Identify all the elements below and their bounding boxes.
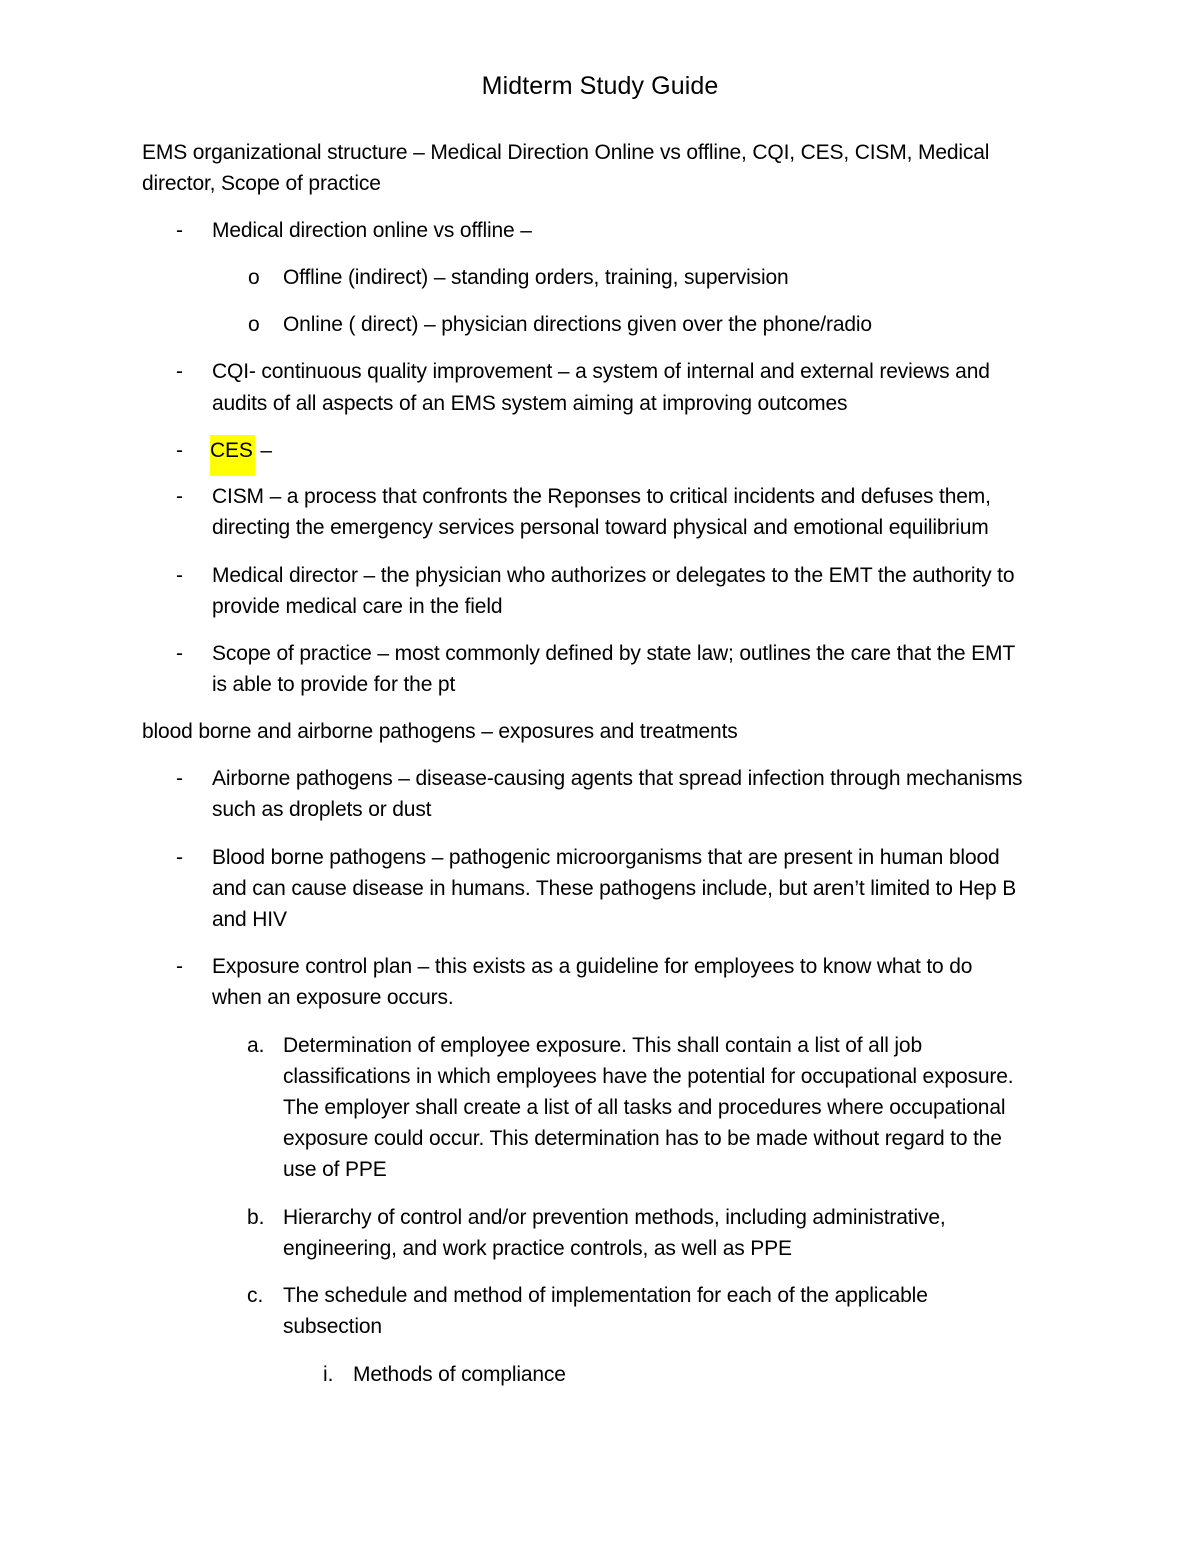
bullet-dash: - [176, 564, 183, 587]
list-item-bloodborne: Blood borne pathogens – pathogenic microorganisms that are present in human blood [212, 846, 1000, 869]
list-item-airborne: Airborne pathogens – disease-causing agents that spread infection through mechanisms [212, 767, 1023, 790]
list-item-hierarchy-cont: engineering, and work practice controls, as well as PPE [283, 1237, 792, 1260]
list-marker-b: b. [247, 1206, 265, 1229]
list-item-cqi-cont: audits of all aspects of an EMS system aiming at improving outcomes [212, 392, 848, 415]
list-item-ces-dash: – [254, 439, 272, 462]
list-item-schedule: The schedule and method of implementation for each of the applicable [283, 1284, 928, 1307]
list-item-determination-cont3: exposure could occur. This determination has to be made without regard to the [283, 1127, 1002, 1150]
list-item-bloodborne-cont: and can cause disease in humans. These pathogens include, but aren’t limited to Hep B [212, 877, 1017, 900]
bullet-dash: - [176, 219, 183, 242]
section-heading-ems-cont: director, Scope of practice [142, 172, 381, 195]
bullet-dash: - [176, 767, 183, 790]
list-item-ces [210, 435, 272, 466]
list-item-airborne-cont: such as droplets or dust [212, 798, 432, 821]
list-item-exposure-plan: Exposure control plan – this exists as a guideline for employees to know what to do [212, 955, 973, 978]
list-item-determination-cont4: use of PPE [283, 1158, 387, 1181]
list-item-determination-cont1: classifications in which employees have the potential for occupational exposure. [283, 1065, 1014, 1088]
bullet-dash: - [176, 642, 183, 665]
list-item-cism: CISM – a process that confronts the Reponses to critical incidents and defuses them, [212, 485, 991, 508]
list-item-medical-direction: Medical direction online vs offline – [212, 219, 532, 242]
section-heading-ems: EMS organizational structure – Medical Direction Online vs offline, CQI, CES, CISM, Medical [142, 141, 990, 164]
list-item-cism-cont: directing the emergency services personal toward physical and emotional equilibrium [212, 516, 989, 539]
bullet-dash: - [176, 439, 183, 462]
bullet-dash: - [176, 955, 183, 978]
list-marker-a: a. [247, 1034, 265, 1057]
bullet-circle: o [248, 266, 260, 289]
bullet-dash: - [176, 485, 183, 508]
bullet-circle: o [248, 313, 260, 336]
list-item-cqi: CQI- continuous quality improvement – a system of internal and external reviews and [212, 360, 990, 383]
list-item-offline: Offline (indirect) – standing orders, training, supervision [283, 266, 789, 289]
list-item-exposure-plan-cont: when an exposure occurs. [212, 986, 454, 1009]
list-item-medical-director: Medical director – the physician who authorizes or delegates to the EMT the authority to [212, 564, 1015, 587]
list-marker-c: c. [247, 1284, 264, 1307]
list-marker-i: i. [323, 1363, 334, 1386]
highlighted-term-ces: CES [210, 435, 255, 476]
section-heading-pathogens: blood borne and airborne pathogens – exposures and treatments [142, 720, 738, 743]
bullet-dash: - [176, 846, 183, 869]
list-item-determination-cont2: The employer shall create a list of all tasks and procedures where occupational [283, 1096, 1006, 1119]
list-item-determination: Determination of employee exposure. This shall contain a list of all job [283, 1034, 922, 1057]
list-item-hierarchy: Hierarchy of control and/or prevention methods, including administrative, [283, 1206, 946, 1229]
list-item-medical-director-cont: provide medical care in the field [212, 595, 503, 618]
bullet-dash: - [176, 360, 183, 383]
list-item-methods-of-compliance: Methods of compliance [353, 1363, 566, 1386]
page-title: Midterm Study Guide [481, 72, 719, 100]
list-item-online: Online ( direct) – physician directions given over the phone/radio [283, 313, 872, 336]
list-item-scope-of-practice-cont: is able to provide for the pt [212, 673, 456, 696]
list-item-bloodborne-cont2: and HIV [212, 908, 287, 931]
list-item-scope-of-practice: Scope of practice – most commonly defined by state law; outlines the care that the EMT [212, 642, 1016, 665]
list-item-schedule-cont: subsection [283, 1315, 382, 1338]
